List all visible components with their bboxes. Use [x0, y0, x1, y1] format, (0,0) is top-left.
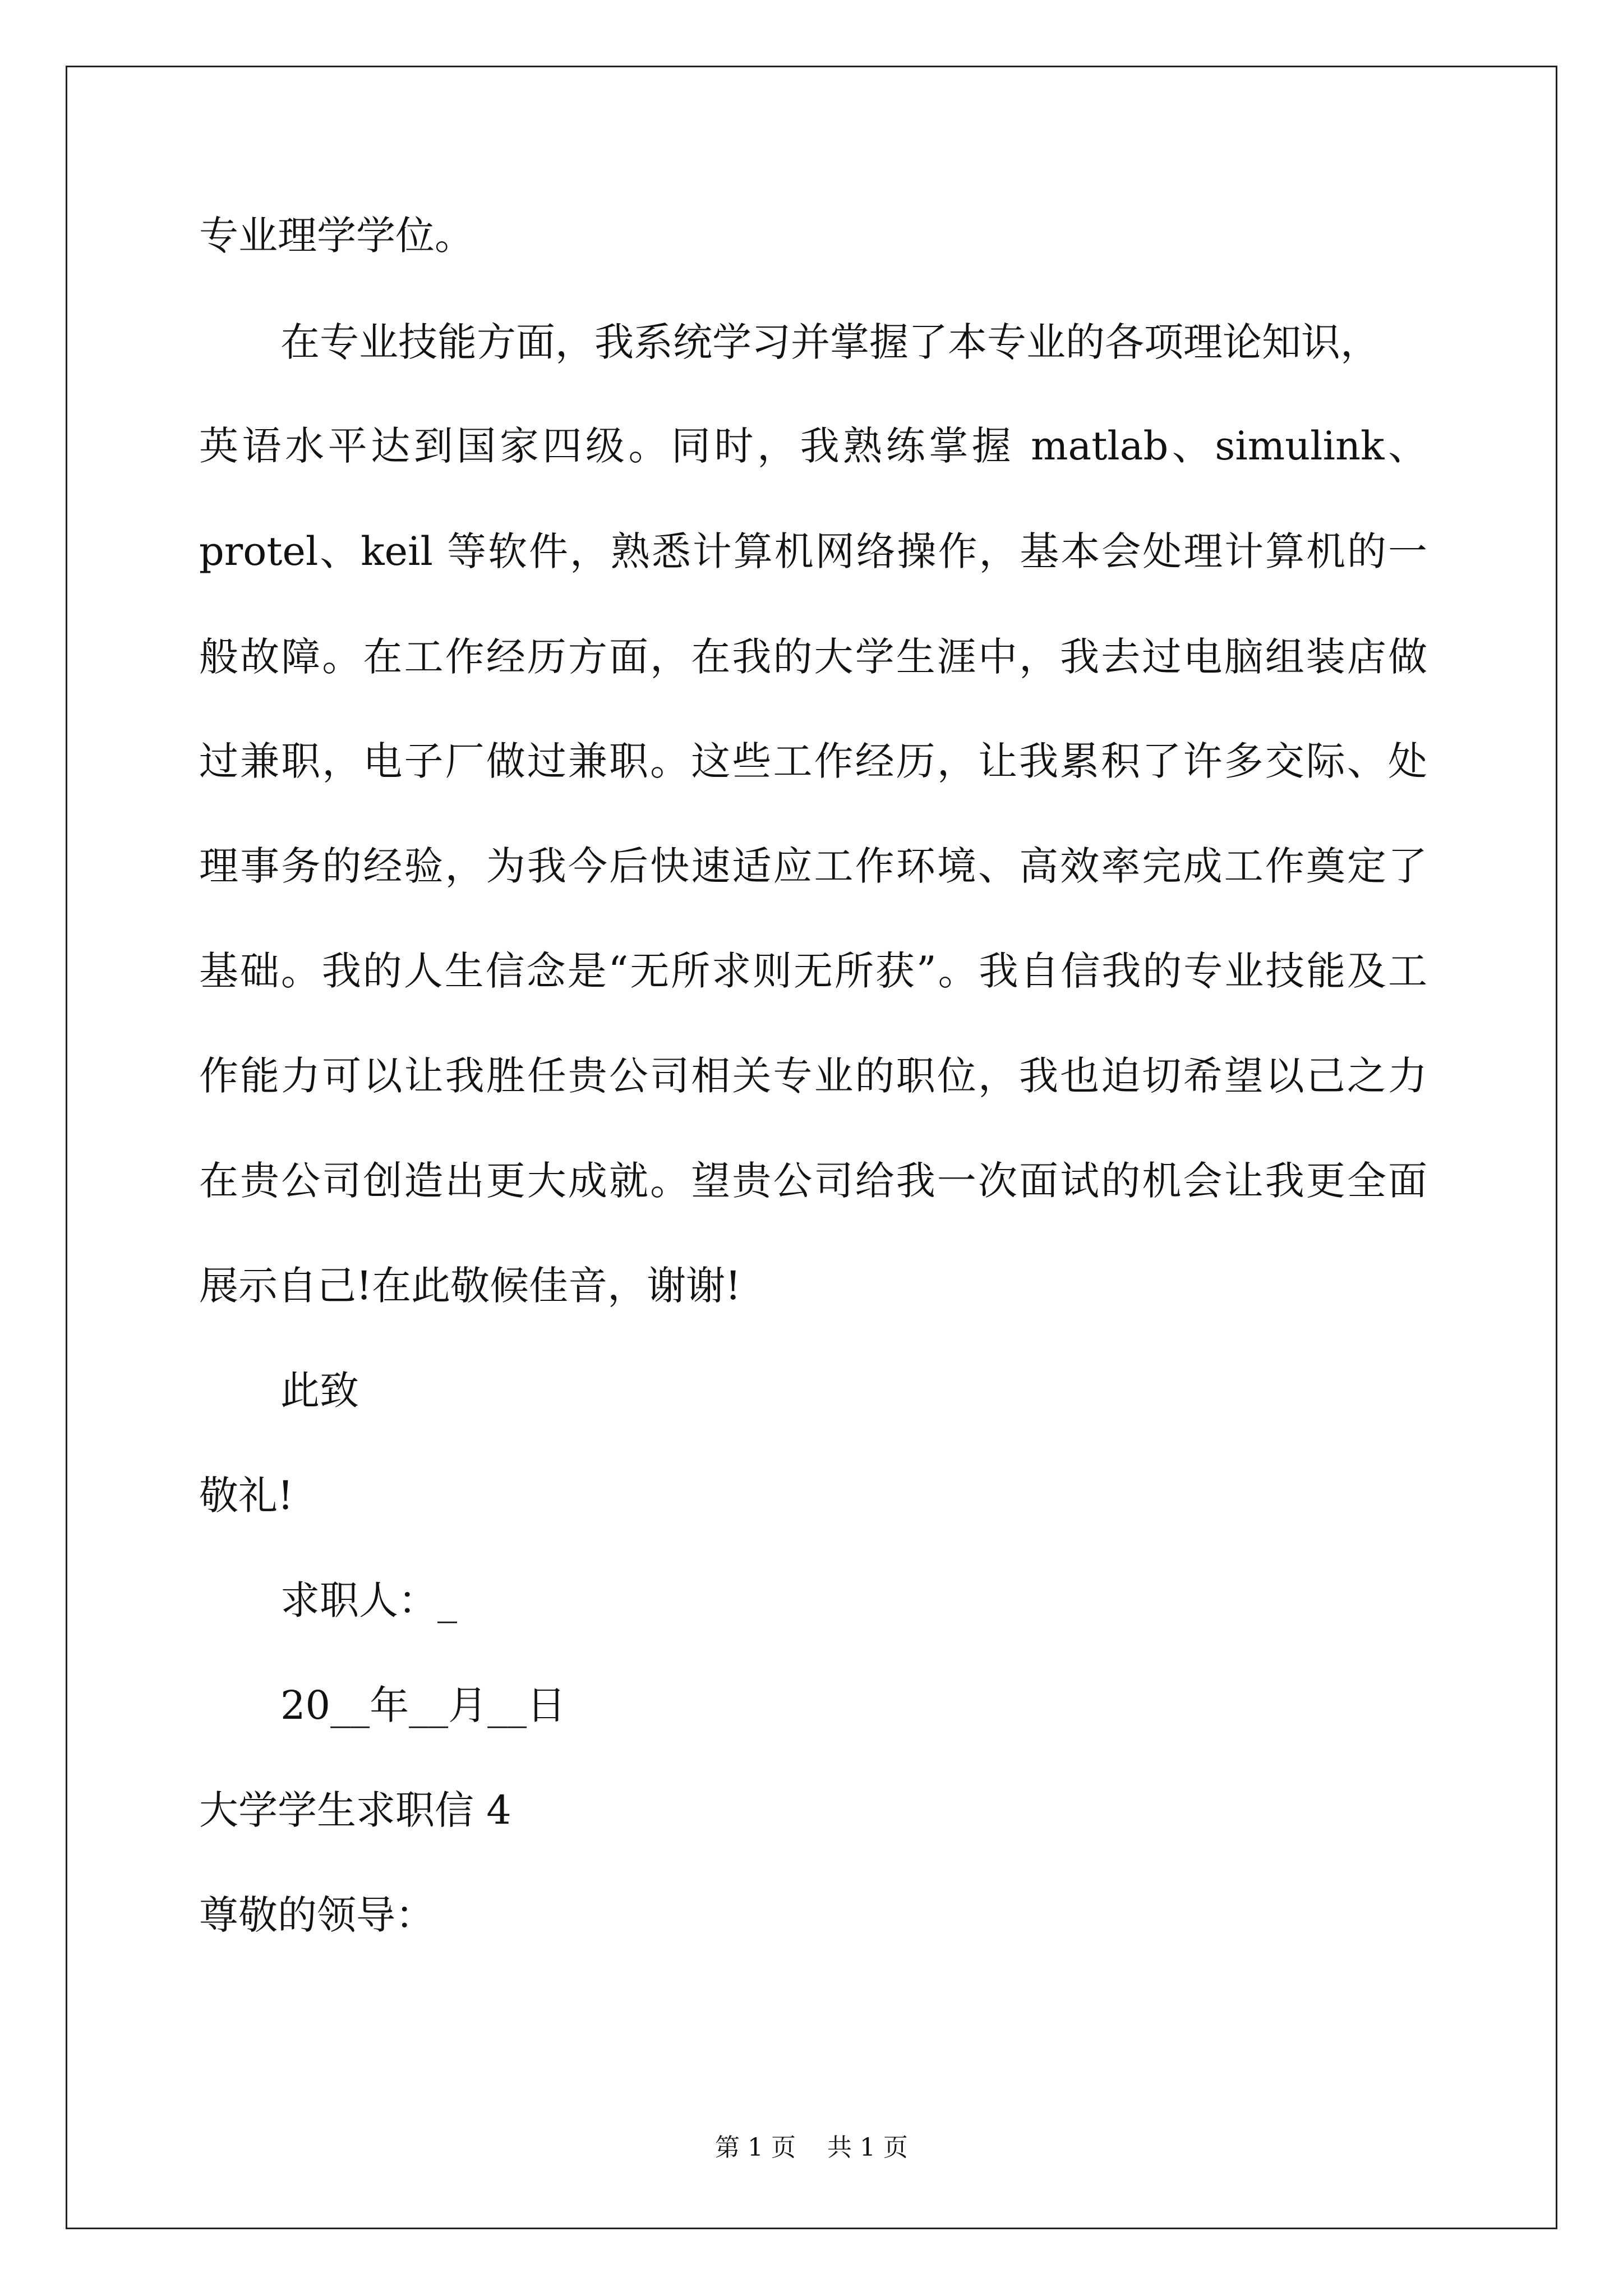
- closing-line: 此致: [280, 1368, 359, 1414]
- text-line-4: protel、keil 等软件，熟悉计算机网络操作，基本会处理计算机的一: [199, 528, 1427, 574]
- text-line-11: 展示自己!在此敬候佳音，谢谢!: [199, 1263, 741, 1309]
- text-line-10: 在贵公司创造出更大成就。望贵公司给我一次面试的机会让我更全面: [199, 1158, 1427, 1204]
- text-line-3: 英语水平达到国家四级。同时，我熟练掌握 matlab、simulink、: [199, 423, 1427, 469]
- section-heading: 大学学生求职信 4: [199, 1787, 511, 1833]
- applicant-line: 求职人：_: [280, 1577, 457, 1623]
- text-line-1: 专业理学学位。: [199, 213, 474, 259]
- text-line-5: 般故障。在工作经历方面，在我的大学生涯中，我去过电脑组装店做: [199, 634, 1427, 680]
- page-footer: 第 1 页 共 1 页: [715, 2133, 908, 2162]
- date-line: 20__年__月__日: [280, 1682, 566, 1728]
- text-line-8: 基础。我的人生信念是“无所求则无所获”。我自信我的专业技能及工: [199, 948, 1427, 994]
- text-line-7: 理事务的经验，为我今后快速适应工作环境、高效率完成工作奠定了: [199, 843, 1427, 889]
- salutation-line: 敬礼!: [199, 1473, 294, 1519]
- text-line-6: 过兼职，电子厂做过兼职。这些工作经历，让我累积了许多交际、处: [199, 738, 1427, 784]
- greeting-line: 尊敬的领导：: [199, 1892, 435, 1938]
- text-line-9: 作能力可以让我胜任贵公司相关专业的职位，我也迫切希望以己之力: [199, 1053, 1427, 1099]
- text-line-2: 在专业技能方面，我系统学习并掌握了本专业的各项理论知识，: [280, 319, 1380, 365]
